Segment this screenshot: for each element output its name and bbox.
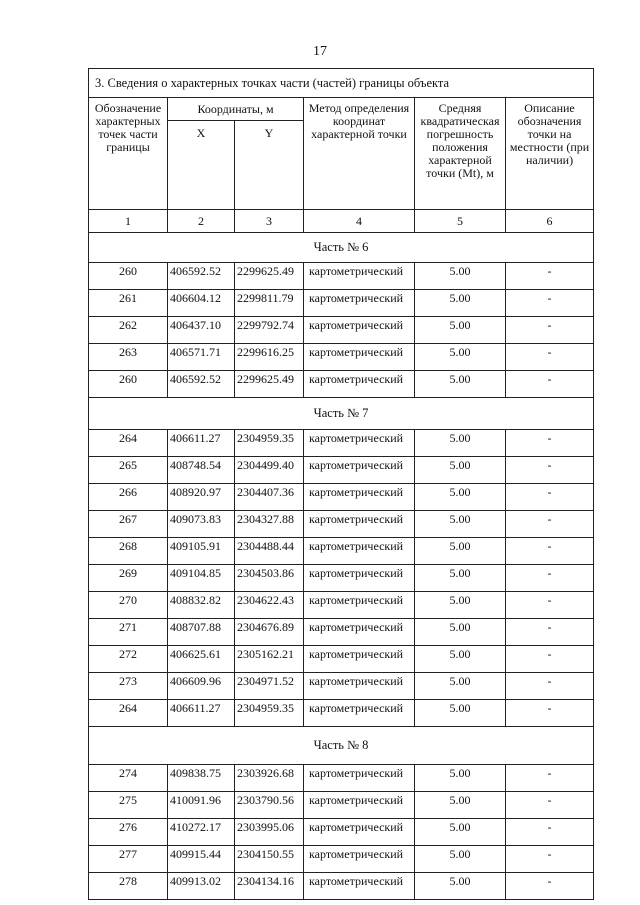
accuracy-cell: 5.00 [415,646,506,673]
table-row [89,317,594,344]
x-coordinate-cell: 406611.27 [168,700,235,727]
point-cell: 273 [89,673,168,700]
method-cell: картометрический [304,511,415,538]
accuracy-cell: 5.00 [415,792,506,819]
accuracy-cell: 5.00 [415,846,506,873]
point-cell: 268 [89,538,168,565]
point-cell: 274 [89,765,168,792]
accuracy-cell: 5.00 [415,344,506,371]
x-coordinate-cell: 409913.02 [168,873,235,900]
method-cell: картометрический [304,484,415,511]
table-row [89,646,594,673]
method-cell: картометрический [304,846,415,873]
x-coordinate-cell: 408832.82 [168,592,235,619]
x-coordinate-cell: 406609.96 [168,673,235,700]
table-row [89,371,594,398]
table-row [89,765,594,792]
part-title: Часть № 8 [89,727,594,765]
header-x: X [168,121,235,210]
table-row [89,592,594,619]
description-cell: - [506,673,594,700]
table-row [89,263,594,290]
point-cell: 260 [89,371,168,398]
table-row [89,565,594,592]
method-cell: картометрический [304,619,415,646]
accuracy-cell: 5.00 [415,592,506,619]
table-row [89,430,594,457]
table-row [89,792,594,819]
method-cell: картометрический [304,765,415,792]
x-coordinate-cell: 409838.75 [168,765,235,792]
y-coordinate-cell: 2304959.35 [235,700,304,727]
table-row [89,700,594,727]
accuracy-cell: 5.00 [415,430,506,457]
y-coordinate-cell: 2304150.55 [235,846,304,873]
table-row [89,290,594,317]
y-coordinate-cell: 2304959.35 [235,430,304,457]
description-cell: - [506,511,594,538]
description-cell: - [506,371,594,398]
description-cell: - [506,846,594,873]
x-coordinate-cell: 406625.61 [168,646,235,673]
method-cell: картометрический [304,538,415,565]
x-coordinate-cell: 406592.52 [168,371,235,398]
table-row [89,873,594,900]
x-coordinate-cell: 406611.27 [168,430,235,457]
description-cell: - [506,873,594,900]
description-cell: - [506,592,594,619]
x-coordinate-cell: 406592.52 [168,263,235,290]
part-title: Часть № 6 [89,233,594,263]
description-cell: - [506,646,594,673]
x-coordinate-cell: 409073.83 [168,511,235,538]
point-cell: 271 [89,619,168,646]
method-cell: картометрический [304,344,415,371]
header-point: Обозначение характерных точек части границы [89,98,168,210]
accuracy-cell: 5.00 [415,700,506,727]
point-cell: 264 [89,430,168,457]
x-coordinate-cell: 410091.96 [168,792,235,819]
table-row [89,344,594,371]
part-header-row [89,398,594,430]
description-cell: - [506,792,594,819]
method-cell: картометрический [304,290,415,317]
accuracy-cell: 5.00 [415,317,506,344]
point-cell: 262 [89,317,168,344]
method-cell: картометрический [304,565,415,592]
description-cell: - [506,819,594,846]
point-cell: 278 [89,873,168,900]
page-number: 17 [313,44,327,59]
x-coordinate-cell: 410272.17 [168,819,235,846]
y-coordinate-cell: 2304134.16 [235,873,304,900]
point-cell: 275 [89,792,168,819]
y-coordinate-cell: 2304407.36 [235,484,304,511]
point-cell: 267 [89,511,168,538]
accuracy-cell: 5.00 [415,457,506,484]
method-cell: картометрический [304,430,415,457]
y-coordinate-cell: 2299811.79 [235,290,304,317]
table-row [89,538,594,565]
column-number: 2 [168,210,235,233]
section-title: 3. Сведения о характерных точках части (частей) границы объекта [89,69,594,98]
x-coordinate-cell: 408748.54 [168,457,235,484]
table-row [89,619,594,646]
accuracy-cell: 5.00 [415,511,506,538]
accuracy-cell: 5.00 [415,263,506,290]
method-cell: картометрический [304,819,415,846]
table-row [89,819,594,846]
boundary-points-table [88,68,594,900]
description-cell: - [506,317,594,344]
accuracy-cell: 5.00 [415,873,506,900]
point-cell: 269 [89,565,168,592]
method-cell: картометрический [304,317,415,344]
method-cell: картометрический [304,700,415,727]
description-cell: - [506,430,594,457]
table-body [89,233,594,900]
point-cell: 264 [89,700,168,727]
column-number: 4 [304,210,415,233]
y-coordinate-cell: 2304971.52 [235,673,304,700]
y-coordinate-cell: 2304488.44 [235,538,304,565]
point-cell: 272 [89,646,168,673]
accuracy-cell: 5.00 [415,290,506,317]
description-cell: - [506,263,594,290]
point-cell: 265 [89,457,168,484]
part-title: Часть № 7 [89,398,594,430]
header-coordinates: Координаты, м [168,98,304,121]
column-number: 3 [235,210,304,233]
y-coordinate-cell: 2304676.89 [235,619,304,646]
y-coordinate-cell: 2304503.86 [235,565,304,592]
table-row [89,457,594,484]
y-coordinate-cell: 2304327.88 [235,511,304,538]
column-number: 1 [89,210,168,233]
description-cell: - [506,457,594,484]
y-coordinate-cell: 2299625.49 [235,263,304,290]
x-coordinate-cell: 406437.10 [168,317,235,344]
x-coordinate-cell: 406571.71 [168,344,235,371]
part-header-row [89,233,594,263]
point-cell: 263 [89,344,168,371]
x-coordinate-cell: 408920.97 [168,484,235,511]
point-cell: 266 [89,484,168,511]
y-coordinate-cell: 2303995.06 [235,819,304,846]
table-row [89,511,594,538]
x-coordinate-cell: 406604.12 [168,290,235,317]
table-row [89,846,594,873]
x-coordinate-cell: 409915.44 [168,846,235,873]
y-coordinate-cell: 2304622.43 [235,592,304,619]
header-accuracy: Средняя квадратическая погрешность положения характерной точки (Mt), м [415,98,506,210]
column-number: 5 [415,210,506,233]
accuracy-cell: 5.00 [415,538,506,565]
description-cell: - [506,344,594,371]
table-row [89,484,594,511]
description-cell: - [506,700,594,727]
method-cell: картометрический [304,371,415,398]
x-coordinate-cell: 409105.91 [168,538,235,565]
description-cell: - [506,538,594,565]
point-cell: 261 [89,290,168,317]
header-y: Y [235,121,304,210]
x-coordinate-cell: 409104.85 [168,565,235,592]
point-cell: 270 [89,592,168,619]
accuracy-cell: 5.00 [415,484,506,511]
y-coordinate-cell: 2299616.25 [235,344,304,371]
y-coordinate-cell: 2299625.49 [235,371,304,398]
description-cell: - [506,484,594,511]
y-coordinate-cell: 2303926.68 [235,765,304,792]
method-cell: картометрический [304,673,415,700]
y-coordinate-cell: 2303790.56 [235,792,304,819]
method-cell: картометрический [304,592,415,619]
y-coordinate-cell: 2299792.74 [235,317,304,344]
description-cell: - [506,565,594,592]
column-number: 6 [506,210,594,233]
part-header-row [89,727,594,765]
accuracy-cell: 5.00 [415,819,506,846]
point-cell: 277 [89,846,168,873]
description-cell: - [506,290,594,317]
accuracy-cell: 5.00 [415,765,506,792]
accuracy-cell: 5.00 [415,619,506,646]
header-description: Описание обозначения точки на местности (при наличии) [506,98,594,210]
y-coordinate-cell: 2305162.21 [235,646,304,673]
x-coordinate-cell: 408707.88 [168,619,235,646]
method-cell: картометрический [304,873,415,900]
point-cell: 276 [89,819,168,846]
point-cell: 260 [89,263,168,290]
accuracy-cell: 5.00 [415,565,506,592]
table-row [89,673,594,700]
accuracy-cell: 5.00 [415,673,506,700]
header-method: Метод определения координат характерной точки [304,98,415,210]
description-cell: - [506,765,594,792]
description-cell: - [506,619,594,646]
method-cell: картометрический [304,263,415,290]
method-cell: картометрический [304,646,415,673]
y-coordinate-cell: 2304499.40 [235,457,304,484]
accuracy-cell: 5.00 [415,371,506,398]
method-cell: картометрический [304,457,415,484]
method-cell: картометрический [304,792,415,819]
